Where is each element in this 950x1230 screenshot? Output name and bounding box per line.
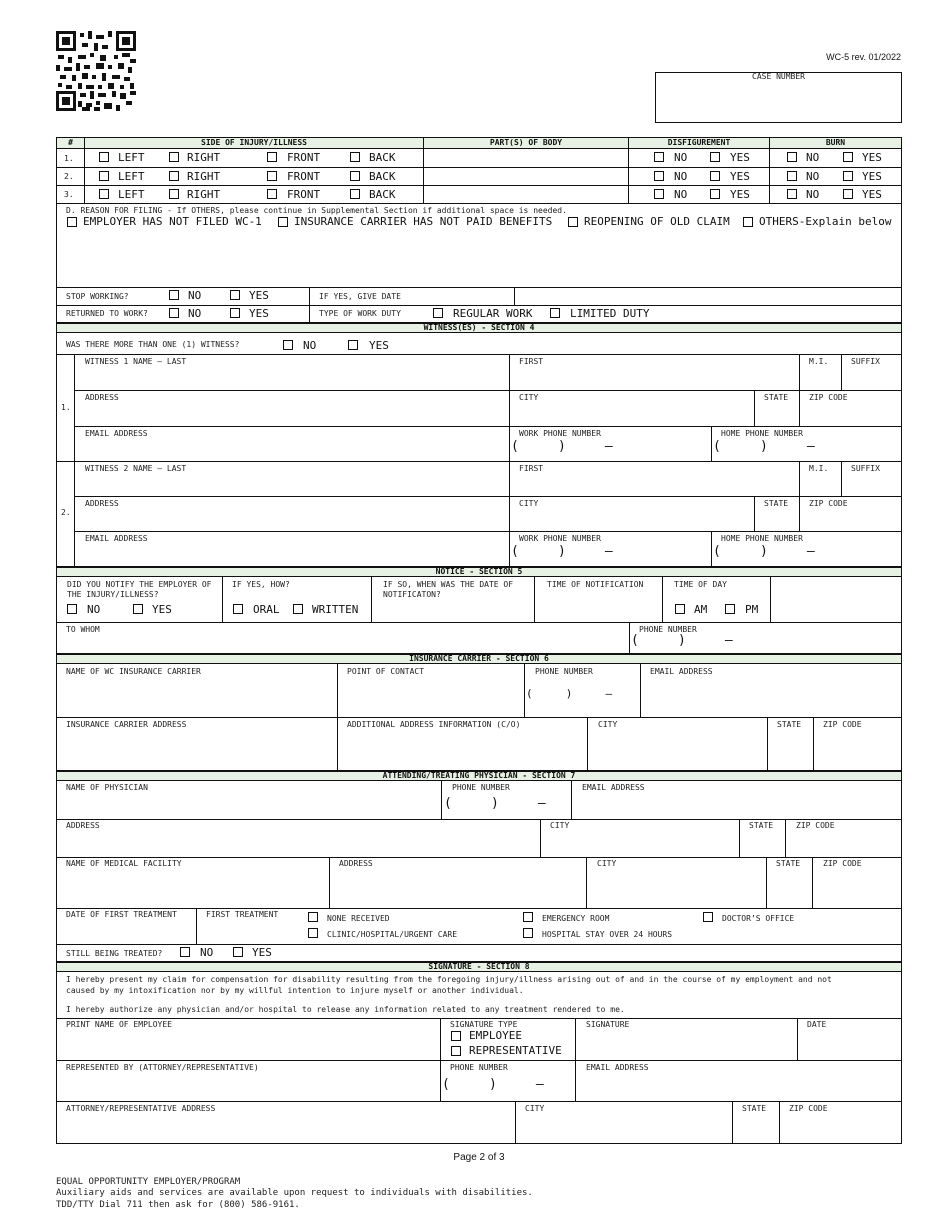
still-treated-yes-checkbox[interactable]: [233, 947, 243, 957]
witness-home-phone-label: HOME PHONE NUMBER: [721, 534, 803, 543]
witness-email-label: EMAIL ADDRESS: [85, 534, 148, 543]
attorney-address-label: ATTORNEY/REPRESENTATIVE ADDRESS: [66, 1104, 216, 1113]
carrier-phone-input[interactable]: ( ) –: [526, 687, 613, 700]
time-of-day-label: TIME OF DAY: [674, 580, 727, 589]
notify-yes-checkbox[interactable]: [133, 604, 143, 614]
carrier-zip-label: ZIP CODE: [823, 720, 862, 729]
right-checkbox[interactable]: [169, 171, 179, 181]
carrier-state-label: STATE: [777, 720, 802, 729]
returned-no-checkbox[interactable]: [169, 308, 179, 318]
section-8-header: SIGNATURE - SECTION 8: [56, 962, 902, 972]
witness-mi-label: M.I.: [809, 357, 829, 366]
physician-city-label: CITY: [550, 821, 570, 830]
witness-work-phone-label: WORK PHONE NUMBER: [519, 534, 601, 543]
witness-work-phone-label: WORK PHONE NUMBER: [519, 429, 601, 438]
carrier-additional-address-label: ADDITIONAL ADDRESS INFORMATION (C/O): [347, 720, 521, 729]
pm-checkbox[interactable]: [725, 604, 735, 614]
sig-employee-checkbox[interactable]: [451, 1031, 461, 1041]
row-number: 2.: [64, 172, 74, 181]
carrier-email-label: EMAIL ADDRESS: [650, 667, 713, 676]
time-of-notification-label: TIME OF NOTIFICATION: [547, 580, 644, 589]
clinic-checkbox[interactable]: [308, 928, 318, 938]
back-label: BACK: [369, 170, 396, 183]
body-parts-input[interactable]: [424, 149, 628, 167]
returned-yes-checkbox[interactable]: [230, 308, 240, 318]
regular-work-label: REGULAR WORK: [453, 307, 533, 320]
notify-employer-label: [67, 580, 217, 600]
declaration-line-2: caused by my intoxification nor by my willful intention to injure myself or another individual.: [66, 986, 524, 995]
physician-email-label: EMAIL ADDRESS: [582, 783, 645, 792]
reason-employer-not-filed-label: EMPLOYER HAS NOT FILED WC-1: [83, 215, 262, 228]
qr-code: [56, 31, 136, 111]
oral-label: ORAL: [253, 603, 280, 616]
disfigurement-no-label: NO: [674, 188, 688, 201]
carrier-address-label: INSURANCE CARRIER ADDRESS: [66, 720, 187, 729]
more-witness-no-label: NO: [303, 339, 317, 352]
front-checkbox[interactable]: [267, 171, 277, 181]
right-checkbox[interactable]: [169, 152, 179, 162]
carrier-city-label: CITY: [598, 720, 618, 729]
physician-name-label: NAME OF PHYSICIAN: [66, 783, 148, 792]
disfigurement-yes-checkbox[interactable]: [710, 171, 720, 181]
col-header-parts: PART(S) OF BODY: [424, 138, 628, 148]
signature-type-label: SIGNATURE TYPE: [450, 1020, 518, 1029]
pm-label: PM: [745, 603, 759, 616]
witness-city-label: CITY: [519, 393, 539, 402]
attorney-state-label: STATE: [742, 1104, 767, 1113]
witness-first-name-label: FIRST: [519, 357, 544, 366]
col-header-num: #: [57, 138, 84, 148]
rep-phone-input[interactable]: ( ) –: [442, 1077, 544, 1092]
front-label: FRONT: [287, 151, 321, 164]
front-checkbox[interactable]: [267, 189, 277, 199]
sig-representative-label: REPRESENTATIVE: [469, 1044, 562, 1057]
physician-phone-label: PHONE NUMBER: [452, 783, 510, 792]
witness-address-label: ADDRESS: [85, 393, 119, 402]
eeo-statement: EQUAL OPPORTUNITY EMPLOYER/PROGRAM: [56, 1177, 241, 1187]
burn-no-checkbox[interactable]: [787, 152, 797, 162]
witness-address-label: ADDRESS: [85, 499, 119, 508]
notice-phone-label: PHONE NUMBER: [639, 625, 697, 634]
reason-employer-not-filed-checkbox[interactable]: [67, 217, 77, 227]
rep-email-label: EMAIL ADDRESS: [586, 1063, 649, 1072]
disfigurement-yes-label: YES: [730, 188, 750, 201]
written-label: WRITTEN: [312, 603, 359, 616]
left-label: LEFT: [118, 188, 145, 201]
witness-last-name-label: WITNESS 2 NAME – LAST: [85, 464, 187, 473]
emergency-room-checkbox[interactable]: [523, 912, 533, 922]
burn-no-checkbox[interactable]: [787, 171, 797, 181]
body-parts-input[interactable]: [424, 168, 628, 185]
left-label: LEFT: [118, 170, 145, 183]
witness-home-phone-label: HOME PHONE NUMBER: [721, 429, 803, 438]
witness-zip-label: ZIP CODE: [809, 499, 848, 508]
am-checkbox[interactable]: [675, 604, 685, 614]
notify-employer-text: DID YOU NOTIFY THE EMPLOYER OF THE INJURY/ILLNESS?: [67, 580, 212, 599]
burn-yes-checkbox[interactable]: [843, 189, 853, 199]
notify-yes-label: YES: [152, 603, 172, 616]
section-7-header: ATTENDING/TREATING PHYSICIAN - SECTION 7: [56, 771, 902, 781]
represented-by-label: REPRESENTED BY (ATTORNEY/REPRESENTATIVE): [66, 1063, 259, 1072]
stop-working-no-label: NO: [188, 289, 202, 302]
date-first-treatment-label: DATE OF FIRST TREATMENT: [66, 910, 177, 919]
auxiliary-aids-statement: Auxiliary aids and services are available upon request to individuals with disabilities.: [56, 1188, 533, 1198]
burn-yes-label: YES: [862, 151, 882, 164]
burn-no-label: NO: [806, 151, 820, 164]
back-checkbox[interactable]: [350, 189, 360, 199]
reason-others-checkbox[interactable]: [743, 217, 753, 227]
hospital-stay-label: HOSPITAL STAY OVER 24 HOURS: [542, 930, 673, 939]
notification-date-text: IF SO, WHEN WAS THE DATE OF NOTIFICATON?: [383, 580, 514, 599]
returned-no-label: NO: [188, 307, 202, 320]
witness-home-phone-input[interactable]: ( ) –: [713, 439, 815, 454]
front-label: FRONT: [287, 188, 321, 201]
facility-city-label: CITY: [597, 859, 617, 868]
disfigurement-no-checkbox[interactable]: [654, 189, 664, 199]
witness-state-label: STATE: [764, 499, 789, 508]
still-treated-no-label: NO: [200, 946, 214, 959]
witness-email-label: EMAIL ADDRESS: [85, 429, 148, 438]
burn-no-label: NO: [806, 188, 820, 201]
left-label: LEFT: [118, 151, 145, 164]
col-header-side: SIDE OF INJURY/ILLNESS: [85, 138, 423, 148]
witness-city-label: CITY: [519, 499, 539, 508]
back-checkbox[interactable]: [350, 152, 360, 162]
oral-checkbox[interactable]: [233, 604, 243, 614]
clinic-label: CLINIC/HOSPITAL/URGENT CARE: [327, 930, 458, 939]
hospital-stay-checkbox[interactable]: [523, 928, 533, 938]
disfigurement-no-label: NO: [674, 151, 688, 164]
limited-duty-label: LIMITED DUTY: [570, 307, 650, 320]
witness-state-label: STATE: [764, 393, 789, 402]
disfigurement-yes-label: YES: [730, 170, 750, 183]
left-checkbox[interactable]: [99, 171, 109, 181]
row-number: 1.: [64, 154, 74, 163]
if-yes-give-date-label: IF YES, GIVE DATE: [319, 292, 401, 301]
disfigurement-no-checkbox[interactable]: [654, 152, 664, 162]
left-checkbox[interactable]: [99, 152, 109, 162]
point-of-contact-label: POINT OF CONTACT: [347, 667, 425, 676]
stop-working-yes-label: YES: [249, 289, 269, 302]
print-name-label: PRINT NAME OF EMPLOYEE: [66, 1020, 172, 1029]
type-of-work-duty-label: TYPE OF WORK DUTY: [319, 309, 401, 318]
reason-reopening-label: REOPENING OF OLD CLAIM: [584, 215, 730, 228]
section-4-header: WITNESS(ES) - SECTION 4: [56, 323, 902, 333]
written-checkbox[interactable]: [293, 604, 303, 614]
right-label: RIGHT: [187, 151, 221, 164]
carrier-phone-label: PHONE NUMBER: [535, 667, 593, 676]
witness-number: 1.: [61, 403, 71, 412]
reason-for-filing-label: D. REASON FOR FILING - If OTHERS, please continue in Supplemental Section if additional space is needed.: [66, 206, 567, 215]
date-label: DATE: [807, 1020, 827, 1029]
reason-reopening-checkbox[interactable]: [568, 217, 578, 227]
witness-home-phone-input[interactable]: ( ) –: [713, 544, 815, 559]
stop-working-no-checkbox[interactable]: [169, 290, 179, 300]
section-5-header: NOTICE - SECTION 5: [56, 567, 902, 577]
sig-employee-label: EMPLOYEE: [469, 1029, 522, 1042]
witness-zip-label: ZIP CODE: [809, 393, 848, 402]
back-checkbox[interactable]: [350, 171, 360, 181]
physician-state-label: STATE: [749, 821, 774, 830]
notification-date-label: [383, 580, 531, 600]
physician-address-label: ADDRESS: [66, 821, 100, 830]
more-witness-yes-checkbox[interactable]: [348, 340, 358, 350]
back-label: BACK: [369, 151, 396, 164]
col-header-disfigurement: DISFIGUREMENT: [629, 138, 769, 148]
reason-carrier-not-paid-checkbox[interactable]: [278, 217, 288, 227]
returned-yes-label: YES: [249, 307, 269, 320]
declaration-line-1: I hereby present my claim for compensation for disability resulting from the foregoing injury/illness arising out of and in the course of my employment and not: [66, 975, 832, 984]
doctors-office-label: DOCTOR’S OFFICE: [722, 914, 795, 923]
authorization-statement: I hereby authorize any physician and/or hospital to release any information related to any treatment rendered to me.: [66, 1005, 625, 1014]
signature-section: [56, 972, 902, 1144]
signature-label: SIGNATURE: [586, 1020, 630, 1029]
attorney-zip-label: ZIP CODE: [789, 1104, 828, 1113]
col-header-burn: BURN: [770, 138, 901, 148]
front-checkbox[interactable]: [267, 152, 277, 162]
first-treatment-label: FIRST TREATMENT: [206, 910, 279, 919]
disfigurement-no-checkbox[interactable]: [654, 171, 664, 181]
body-parts-input[interactable]: [424, 186, 628, 203]
medical-facility-label: NAME OF MEDICAL FACILITY: [66, 859, 182, 868]
disfigurement-yes-checkbox[interactable]: [710, 189, 720, 199]
witness-work-phone-input[interactable]: ( ) –: [511, 544, 613, 559]
how-label: IF YES, HOW?: [232, 580, 290, 589]
case-number-label: CASE NUMBER: [752, 72, 805, 81]
still-treated-no-checkbox[interactable]: [180, 947, 190, 957]
witness-work-phone-input[interactable]: ( ) –: [511, 439, 613, 454]
witness-last-name-label: WITNESS 1 NAME – LAST: [85, 357, 187, 366]
disfigurement-no-label: NO: [674, 170, 688, 183]
front-label: FRONT: [287, 170, 321, 183]
witness-number: 2.: [61, 508, 71, 517]
right-checkbox[interactable]: [169, 189, 179, 199]
returned-to-work-label: RETURNED TO WORK?: [66, 309, 148, 318]
reason-carrier-not-paid-label: INSURANCE CARRIER HAS NOT PAID BENEFITS: [294, 215, 553, 228]
stop-date-input[interactable]: [515, 288, 901, 305]
section-6-header: INSURANCE CARRIER - SECTION 6: [56, 654, 902, 664]
more-than-one-witness-label: WAS THERE MORE THAN ONE (1) WITNESS?: [66, 340, 240, 349]
row-number: 3.: [64, 190, 74, 199]
burn-no-label: NO: [806, 170, 820, 183]
facility-address-label: ADDRESS: [339, 859, 373, 868]
burn-no-checkbox[interactable]: [787, 189, 797, 199]
facility-zip-label: ZIP CODE: [823, 859, 862, 868]
physician-phone-input[interactable]: ( ) –: [444, 796, 546, 811]
none-received-label: NONE RECEIVED: [327, 914, 390, 923]
attorney-city-label: CITY: [525, 1104, 545, 1113]
right-label: RIGHT: [187, 188, 221, 201]
left-checkbox[interactable]: [99, 189, 109, 199]
back-label: BACK: [369, 188, 396, 201]
emergency-room-label: EMERGENCY ROOM: [542, 914, 610, 923]
burn-yes-checkbox[interactable]: [843, 152, 853, 162]
witness-first-name-label: FIRST: [519, 464, 544, 473]
am-label: AM: [694, 603, 708, 616]
notice-phone-input[interactable]: ( ) –: [631, 633, 733, 648]
notify-no-checkbox[interactable]: [67, 604, 77, 614]
still-treated-yes-label: YES: [252, 946, 272, 959]
stop-working-yes-checkbox[interactable]: [230, 290, 240, 300]
burn-yes-label: YES: [862, 170, 882, 183]
facility-state-label: STATE: [776, 859, 801, 868]
witness-suffix-label: SUFFIX: [851, 357, 880, 366]
still-being-treated-label: STILL BEING TREATED?: [66, 949, 163, 958]
more-witness-no-checkbox[interactable]: [283, 340, 293, 350]
sig-representative-checkbox[interactable]: [451, 1046, 461, 1056]
to-whom-label: TO WHOM: [66, 625, 100, 634]
notify-no-label: NO: [87, 603, 101, 616]
physician-zip-label: ZIP CODE: [796, 821, 835, 830]
disfigurement-yes-label: YES: [730, 151, 750, 164]
reason-others-label: OTHERS-Explain below: [759, 215, 892, 228]
none-received-checkbox[interactable]: [308, 912, 318, 922]
right-label: RIGHT: [187, 170, 221, 183]
more-witness-yes-label: YES: [369, 339, 389, 352]
regular-work-checkbox[interactable]: [433, 308, 443, 318]
witness-mi-label: M.I.: [809, 464, 829, 473]
burn-yes-checkbox[interactable]: [843, 171, 853, 181]
form-revision: WC-5 rev. 01/2022: [826, 52, 901, 62]
carrier-name-label: NAME OF WC INSURANCE CARRIER: [66, 667, 201, 676]
burn-yes-label: YES: [862, 188, 882, 201]
tdd-statement: TDD/TTY Dial 711 then ask for (800) 586-9161.: [56, 1200, 300, 1210]
disfigurement-yes-checkbox[interactable]: [710, 152, 720, 162]
rep-phone-label: PHONE NUMBER: [450, 1063, 508, 1072]
witness-suffix-label: SUFFIX: [851, 464, 880, 473]
limited-duty-checkbox[interactable]: [550, 308, 560, 318]
stop-working-label: STOP WORKING?: [66, 292, 129, 301]
doctors-office-checkbox[interactable]: [703, 912, 713, 922]
page-number: Page 2 of 3: [453, 1152, 505, 1163]
